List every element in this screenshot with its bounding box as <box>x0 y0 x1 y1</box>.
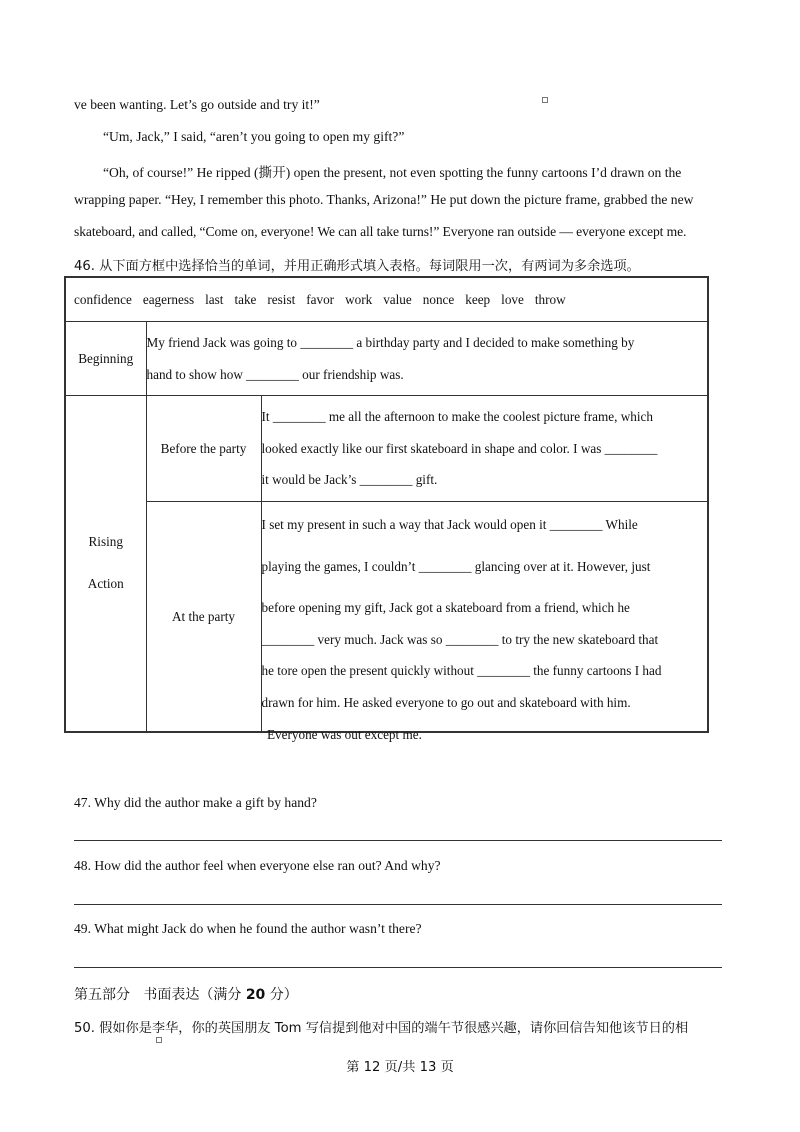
word-bank-item: keep <box>465 291 491 307</box>
word-bank-item: value <box>383 291 412 307</box>
at-party-text: I set my present in such a way that Jack would open it ________ While playing the games, I couldn’t ________ glancing over at it. However, just before opening my gift, Jack got a skateboard from a friend, which he ________ very much. Jack was so ________ to try the new skateboard that he tore open the present quickly without ________ the funny cartoons I had drawn for him. He asked everyone to go out and skateboard with him. <box>261 502 708 732</box>
stray-mark-top <box>542 97 548 103</box>
answer-line-47[interactable] <box>74 840 722 841</box>
word-bank-item: throw <box>534 291 566 307</box>
page-footer: 第 12 页/共 13 页 <box>346 1060 454 1075</box>
word-bank-item: take <box>234 291 257 307</box>
word-bank-item: resist <box>267 291 296 307</box>
question-49: 49. What might Jack do when he found the author wasn’t there? <box>74 921 422 936</box>
q46-instruction: 46. 从下面方框中选择恰当的单词，并用正确形式填入表格。每词限用一次，有两词为多余选项。 <box>74 259 640 274</box>
word-bank-item: last <box>205 291 224 307</box>
word-bank-item: confidence <box>74 291 132 307</box>
passage-line-5: skateboard, and called, “Come on, everyone! We can all take turns!” Everyone ran outside — everyone except me. <box>74 224 687 239</box>
word-bank-table <box>64 276 709 733</box>
beginning-text: My friend Jack was going to ________ a birthday party and I decided to make something by hand to show how ________ our friendship was. <box>146 322 708 396</box>
stray-mark-bottom <box>156 1037 162 1043</box>
word-bank-item: eagerness <box>142 291 195 307</box>
section-5-title: 第五部分 书面表达（满分 20 分） <box>74 987 298 1003</box>
rising-action-label: Rising Action <box>65 396 146 732</box>
passage-line-2: “Um, Jack,” I said, “aren’t you going to open my gift?” <box>103 129 405 144</box>
word-bank-box <box>65 277 708 322</box>
passage-line-4: wrapping paper. “Hey, I remember this photo. Thanks, Arizona!” He put down the picture frame, grabbed the new <box>74 192 694 207</box>
beginning-label: Beginning <box>65 322 146 396</box>
at-party-overflow-line: Everyone was out except me. <box>267 727 422 742</box>
word-bank-item: nonce <box>422 291 455 307</box>
before-party-text: It ________ me all the afternoon to make the coolest picture frame, which looked exactly like our first skateboard in shape and color. I was ________ it would be Jack’s ________ gift. <box>261 396 708 502</box>
word-bank-item: favor <box>306 291 335 307</box>
before-party-label: Before the party <box>146 396 261 502</box>
passage-line-1: ve been wanting. Let’s go outside and try it!” <box>74 97 320 112</box>
question-48: 48. How did the author feel when everyone else ran out? And why? <box>74 858 441 873</box>
word-bank-item: work <box>345 291 373 307</box>
word-bank-item: love <box>501 291 524 307</box>
at-party-label: At the party <box>146 502 261 732</box>
answer-line-49[interactable] <box>74 967 722 968</box>
question-50: 50. 假如你是李华，你的英国朋友 Tom 写信提到他对中国的端午节很感兴趣，请你回信告知他该节日的相 <box>74 1021 689 1036</box>
answer-line-48[interactable] <box>74 904 722 905</box>
question-47: 47. Why did the author make a gift by hand? <box>74 795 317 810</box>
passage-line-3: “Oh, of course!” He ripped (撕开) open the present, not even spotting the funny cartoons I’d drawn on the <box>103 165 682 180</box>
